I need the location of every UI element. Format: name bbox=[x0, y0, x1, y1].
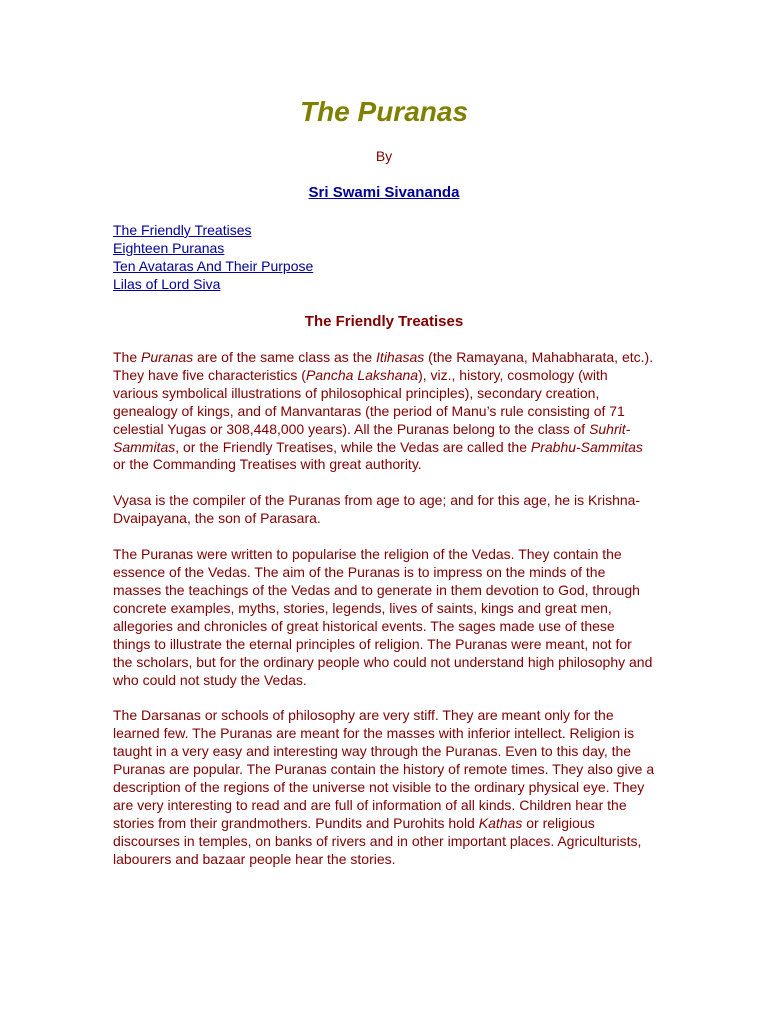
italic-term: Puranas bbox=[141, 349, 194, 365]
paragraph-2: Vyasa is the compiler of the Puranas from age to age; and for this age, he is Krishna-Dvaipayana, the son of Parasara. bbox=[113, 492, 641, 527]
toc-link-ten-avataras[interactable]: Ten Avataras And Their Purpose bbox=[113, 258, 314, 274]
paragraph-1 bbox=[113, 349, 655, 474]
toc-item bbox=[113, 239, 313, 257]
table-of-contents bbox=[113, 221, 313, 293]
italic-term: Itihasas bbox=[376, 349, 425, 365]
toc-link-lilas-of-lord-siva[interactable]: Lilas of Lord Siva bbox=[113, 276, 221, 292]
text-run: , or the Friendly Treatises, while the Vedas are called the bbox=[175, 438, 531, 455]
italic-term: Pancha Lakshana bbox=[305, 366, 419, 383]
byline-label: By bbox=[375, 148, 393, 164]
toc-item bbox=[113, 221, 313, 239]
text-run: (the Ramayana, Mahabharata, etc.). They have five characteristics ( bbox=[113, 349, 654, 383]
toc-item bbox=[113, 275, 313, 293]
toc-link-friendly-treatises[interactable]: The Friendly Treatises bbox=[113, 222, 252, 238]
section-heading: The Friendly Treatises bbox=[304, 313, 464, 330]
text-run: The bbox=[113, 349, 142, 365]
section-body bbox=[113, 349, 655, 887]
italic-term: Suhrit-Sammitas bbox=[113, 420, 631, 455]
author-line bbox=[113, 184, 655, 202]
text-run: or religious discourses in temples, on banks of rivers and in other important places. Agriculturists, labourers and bazaar people hear the stories. bbox=[113, 814, 642, 867]
toc-link-eighteen-puranas[interactable]: Eighteen Puranas bbox=[113, 240, 225, 256]
page-title: The Puranas bbox=[299, 96, 469, 127]
toc-item bbox=[113, 257, 313, 275]
text-run: are of the same class as the bbox=[193, 349, 377, 365]
text-run: or the Commanding Treatises with great authority. bbox=[113, 456, 422, 473]
paragraph-3: The Puranas were written to popularise the religion of the Vedas. They contain the essence of the Vedas. The aim of the Puranas is to impress on the minds of the masses the teachings of the Vedas and to generate in them devotion to God, through concrete examples, myths, stories, legends, lives of saints, kings and great men, allegories and chronicles of great historical events. The sages made use of these things to illustrate the eternal principles of religion. The Puranas were meant, not for the scholars, but for the ordinary people who could not understand high philosophy and who could not study the Vedas. bbox=[113, 546, 653, 688]
text-run: The Darsanas or schools of philosophy are very stiff. They are meant only for the learned few. The Puranas are meant for the masses with inferior intellect. Religion is taught in a very easy and interesting way through the Puranas. Even to this day, the Puranas are popular. The Puranas contain the history of remote times. They also give a description of the regions of the universe not visible to the ordinary physical eye. They are very interesting to read and are full of information of all kinds. Children hear the stories from their grandmothers. Pundits and Purohits hold bbox=[113, 707, 655, 831]
italic-term: Kathas bbox=[478, 814, 523, 831]
paragraph-4 bbox=[113, 707, 655, 868]
author-link[interactable]: Sri Swami Sivananda bbox=[308, 184, 460, 201]
italic-term: Prabhu-Sammitas bbox=[530, 438, 643, 455]
text-run: ), viz., history, cosmology (with various symbolical illustrations of philosophical principles), secondary creation, genealogy of kings, and of Manvantaras (the period of Manu’s rule consisting of 71 celestial Yugas or 308,448,000 years). All the Puranas belong to the class of bbox=[113, 366, 625, 437]
